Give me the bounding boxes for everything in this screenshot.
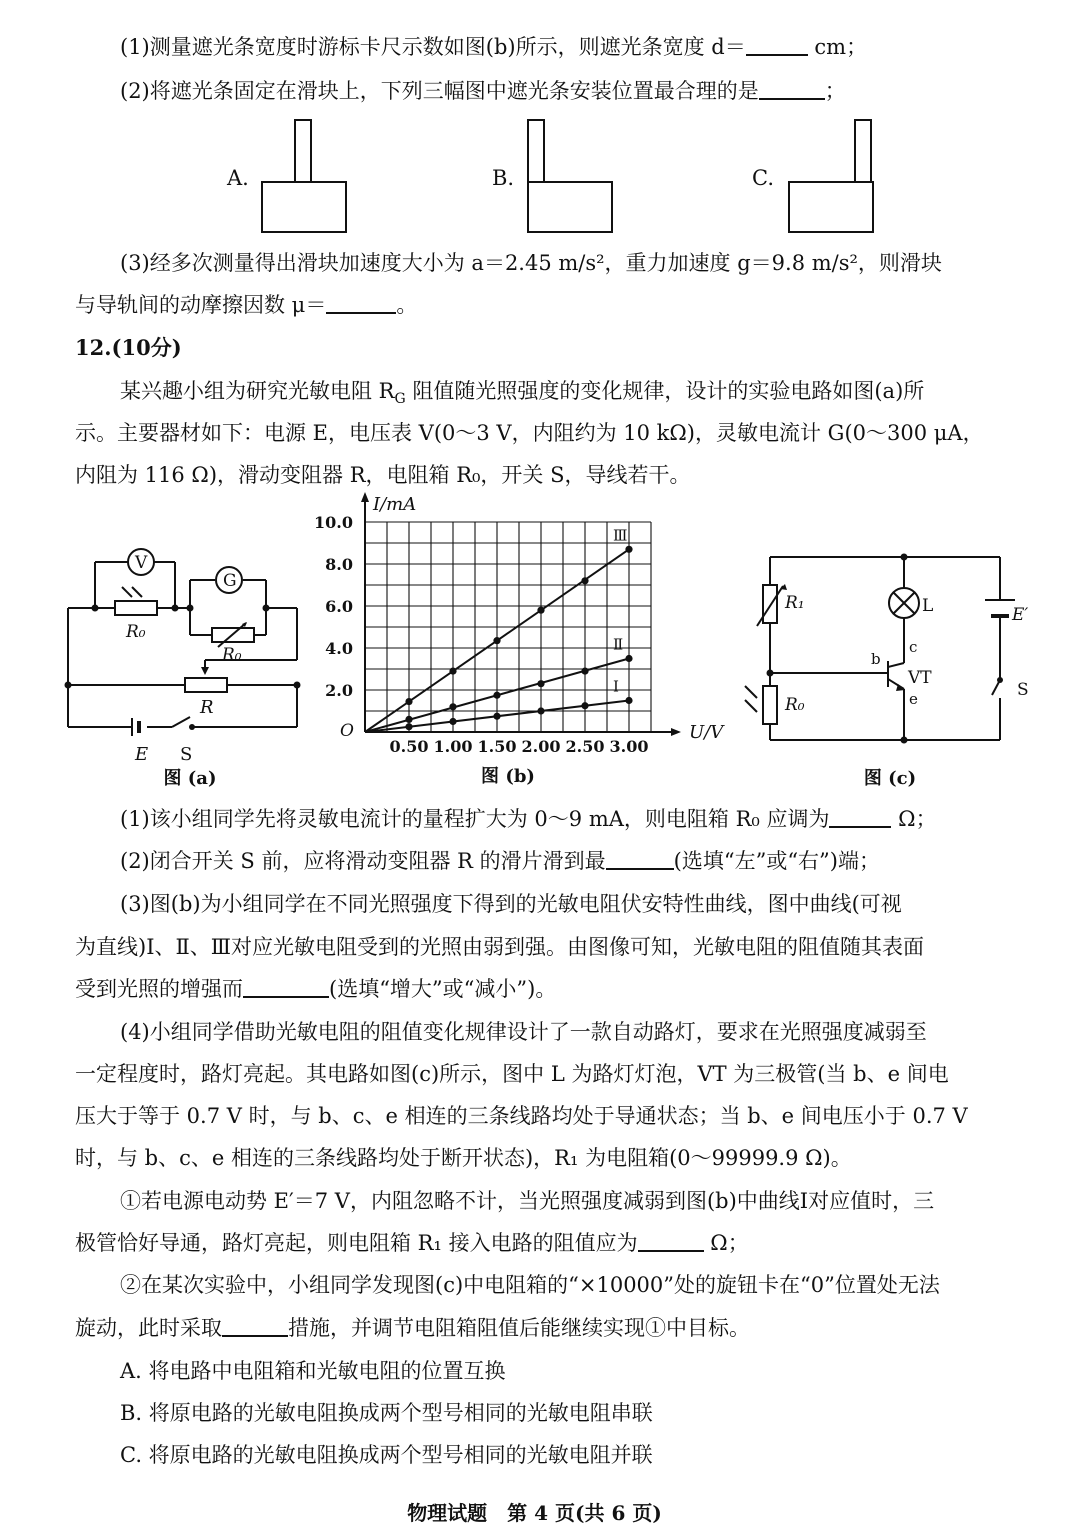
x-tick-label: 1.50 [477,737,517,756]
choice-b: B. 将原电路的光敏电阻换成两个型号相同的光敏电阻串联 [120,1401,653,1425]
q11-sub2: (2)将遮光条固定在滑块上，下列三幅图中遮光条安装位置最合理的是 ； [120,79,846,103]
answer-blank[interactable] [606,848,674,870]
option-c-label: C. [752,166,774,190]
answer-blank[interactable] [829,806,891,828]
data-point [581,702,588,709]
q12-intro-line1: 某兴趣小组为研究光敏电阻 $R_G$ 阻值随光照强度的变化规律，设计的实验电路如图(a)所 [120,379,925,408]
q12-sub3-line2: 为直线)Ⅰ、Ⅱ、Ⅲ对应光敏电阻受到的光照由弱到强。由图像可知，光敏电阻的阻值随其表面 [75,935,925,959]
data-point [625,655,632,662]
q12-sub3-line1: (3)图(b)为小组同学在不同光照强度下得到的光敏电阻伏安特性曲线，图中曲线(可视 [120,892,902,916]
transistor-label: VT [908,668,932,688]
y-axis-label: I/mA [373,494,417,515]
figure-c-circuit [745,540,1045,795]
lamp-label: L [922,596,934,616]
emf-label: E′ [1012,605,1029,625]
q12-sub3-line3: 受到光照的增强而 (选填“增大”或“减小”)。 [75,977,557,1001]
series-label: Ⅰ [613,677,619,696]
figure-c-caption: 图 (c) [863,768,917,789]
option-b-diagram [526,118,616,236]
choice-c: C. 将原电路的光敏电阻换成两个型号相同的光敏电阻并联 [120,1443,653,1467]
q12-sub4a-line2: 极管恰好导通，路灯亮起，则电阻箱 R₁ 接入电路的阻值应为 Ω； [75,1231,749,1255]
q11-sub3-line1: (3)经多次测量得出滑块加速度大小为 a＝2.45 m/s²，重力加速度 g＝9.8 m/s²，则滑块 [120,251,942,275]
data-point [493,692,500,699]
figure-a-circuit [40,535,320,795]
option-a-diagram [260,118,350,236]
data-point [537,680,544,687]
y-tick-label: 8.0 [325,555,353,574]
y-tick-label: 2.0 [325,681,353,700]
data-point [449,668,456,675]
x-tick-label: 3.00 [609,737,649,756]
data-point [405,716,412,723]
option-a-label: A. [227,166,249,190]
q12-sub4a-line1: ①若电源电动势 E′＝7 V，内阻忽略不计，当光照强度减弱到图(b)中曲线Ⅰ对应值时，三 [120,1189,935,1213]
y-tick-label: 6.0 [325,597,353,616]
series-label: Ⅲ [613,526,628,545]
q12-sub4b-line2: 旋动，此时采取 措施，并调节电阻箱阻值后能继续实现①中目标。 [75,1316,750,1340]
data-point [581,577,588,584]
rheostat-label: R [200,697,214,718]
y-tick-label: 4.0 [325,639,353,658]
switch-c-label: S [1017,680,1029,700]
data-point [537,707,544,714]
data-point [493,713,500,720]
answer-blank[interactable] [638,1230,704,1252]
option-c-diagram [787,118,877,236]
figure-a-caption: 图 (a) [163,768,217,789]
data-point [449,718,456,725]
option-b-label: B. [492,166,515,190]
data-point [625,697,632,704]
answer-blank[interactable] [746,34,808,56]
figure-b-chart [310,495,750,795]
q12-sub4-line4: 时，与 b、c、e 相连的三条线路均处于断开状态)，R₁ 为电阻箱(0～99999.9 Ω)。 [75,1146,852,1170]
q12-intro-line2: 示。主要器材如下：电源 E，电压表 V(0～3 V，内阻约为 10 kΩ)，灵敏电流计 G(0～300 μA， [75,421,984,445]
y-tick-label: 10.0 [314,513,353,532]
answer-blank[interactable] [759,78,825,100]
r0c-label: R₀ [785,695,805,715]
emitter-label: e [909,690,918,708]
q12-sub4-line2: 一定程度时，路灯亮起。其电路如图(c)所示，图中 L 为路灯灯泡，VT 为三极管(当 b、e 间电 [75,1062,949,1086]
y-axis-arrow [361,492,369,502]
x-tick-label: 1.00 [433,737,473,756]
page-footer: 物理试题 第 4 页(共 6 页) [407,1501,662,1525]
x-axis-label: U/V [689,722,724,743]
voltmeter-label: V [135,553,148,573]
answer-blank[interactable] [222,1315,288,1337]
data-point [449,703,456,710]
q11-sub3-line2: 与导轨间的动摩擦因数 μ＝ 。 [75,293,418,317]
source-label: E [135,744,149,765]
origin-label: O [340,721,354,741]
data-point [405,698,412,705]
q12-sub4b-line1: ②在某次实验中，小组同学发现图(c)中电阻箱的“×10000”处的旋钮卡在“0”位置处无法 [120,1273,940,1297]
answer-blank[interactable] [243,976,329,998]
series-label: Ⅱ [613,635,624,654]
q12-sub4-line1: (4)小组同学借助光敏电阻的阻值变化规律设计了一款自动路灯，要求在光照强度减弱至 [120,1020,927,1044]
data-point [581,668,588,675]
q11-sub1: (1)测量遮光条宽度时游标卡尺示数如图(b)所示，则遮光条宽度 d＝ cm； [120,35,868,59]
data-point [405,723,412,730]
chart-lines [365,546,633,732]
base-label: b [871,650,881,668]
rbox-label: R₀ [222,645,242,665]
q12-sub2: (2)闭合开关 S 前，应将滑动变阻器 R 的滑片滑到最 (选填“左”或“右”)端； [120,849,880,873]
r0-label: R₀ [126,622,146,642]
q12-sub1: (1)该小组同学先将灵敏电流计的量程扩大为 0～9 mA，则电阻箱 R₀ 应调为 Ω； [120,807,937,831]
q12-intro-line3: 内阻为 116 Ω)，滑动变阻器 R，电阻箱 R₀，开关 S，导线若干。 [75,463,691,487]
x-axis-arrow [671,728,681,736]
choice-a: A. 将电路中电阻箱和光敏电阻的位置互换 [120,1359,506,1383]
q12-header: 12.(10分) [75,335,182,360]
chart-labels [314,494,725,787]
collector-label: c [909,638,918,656]
x-tick-label: 2.50 [565,737,605,756]
answer-blank[interactable] [326,292,396,314]
switch-label: S [180,744,193,765]
r1-label: R₁ [785,593,805,613]
data-point [625,546,632,553]
galvanometer-label: G [223,571,237,591]
data-point [493,637,500,644]
x-tick-label: 0.50 [389,737,429,756]
figure-b-caption: 图 (b) [481,766,535,787]
data-point [537,607,544,614]
x-tick-label: 2.00 [521,737,561,756]
q12-sub4-line3: 压大于等于 0.7 V 时，与 b、c、e 相连的三条线路均处于导通状态；当 b、e 间电压小于 0.7 V [75,1104,968,1128]
